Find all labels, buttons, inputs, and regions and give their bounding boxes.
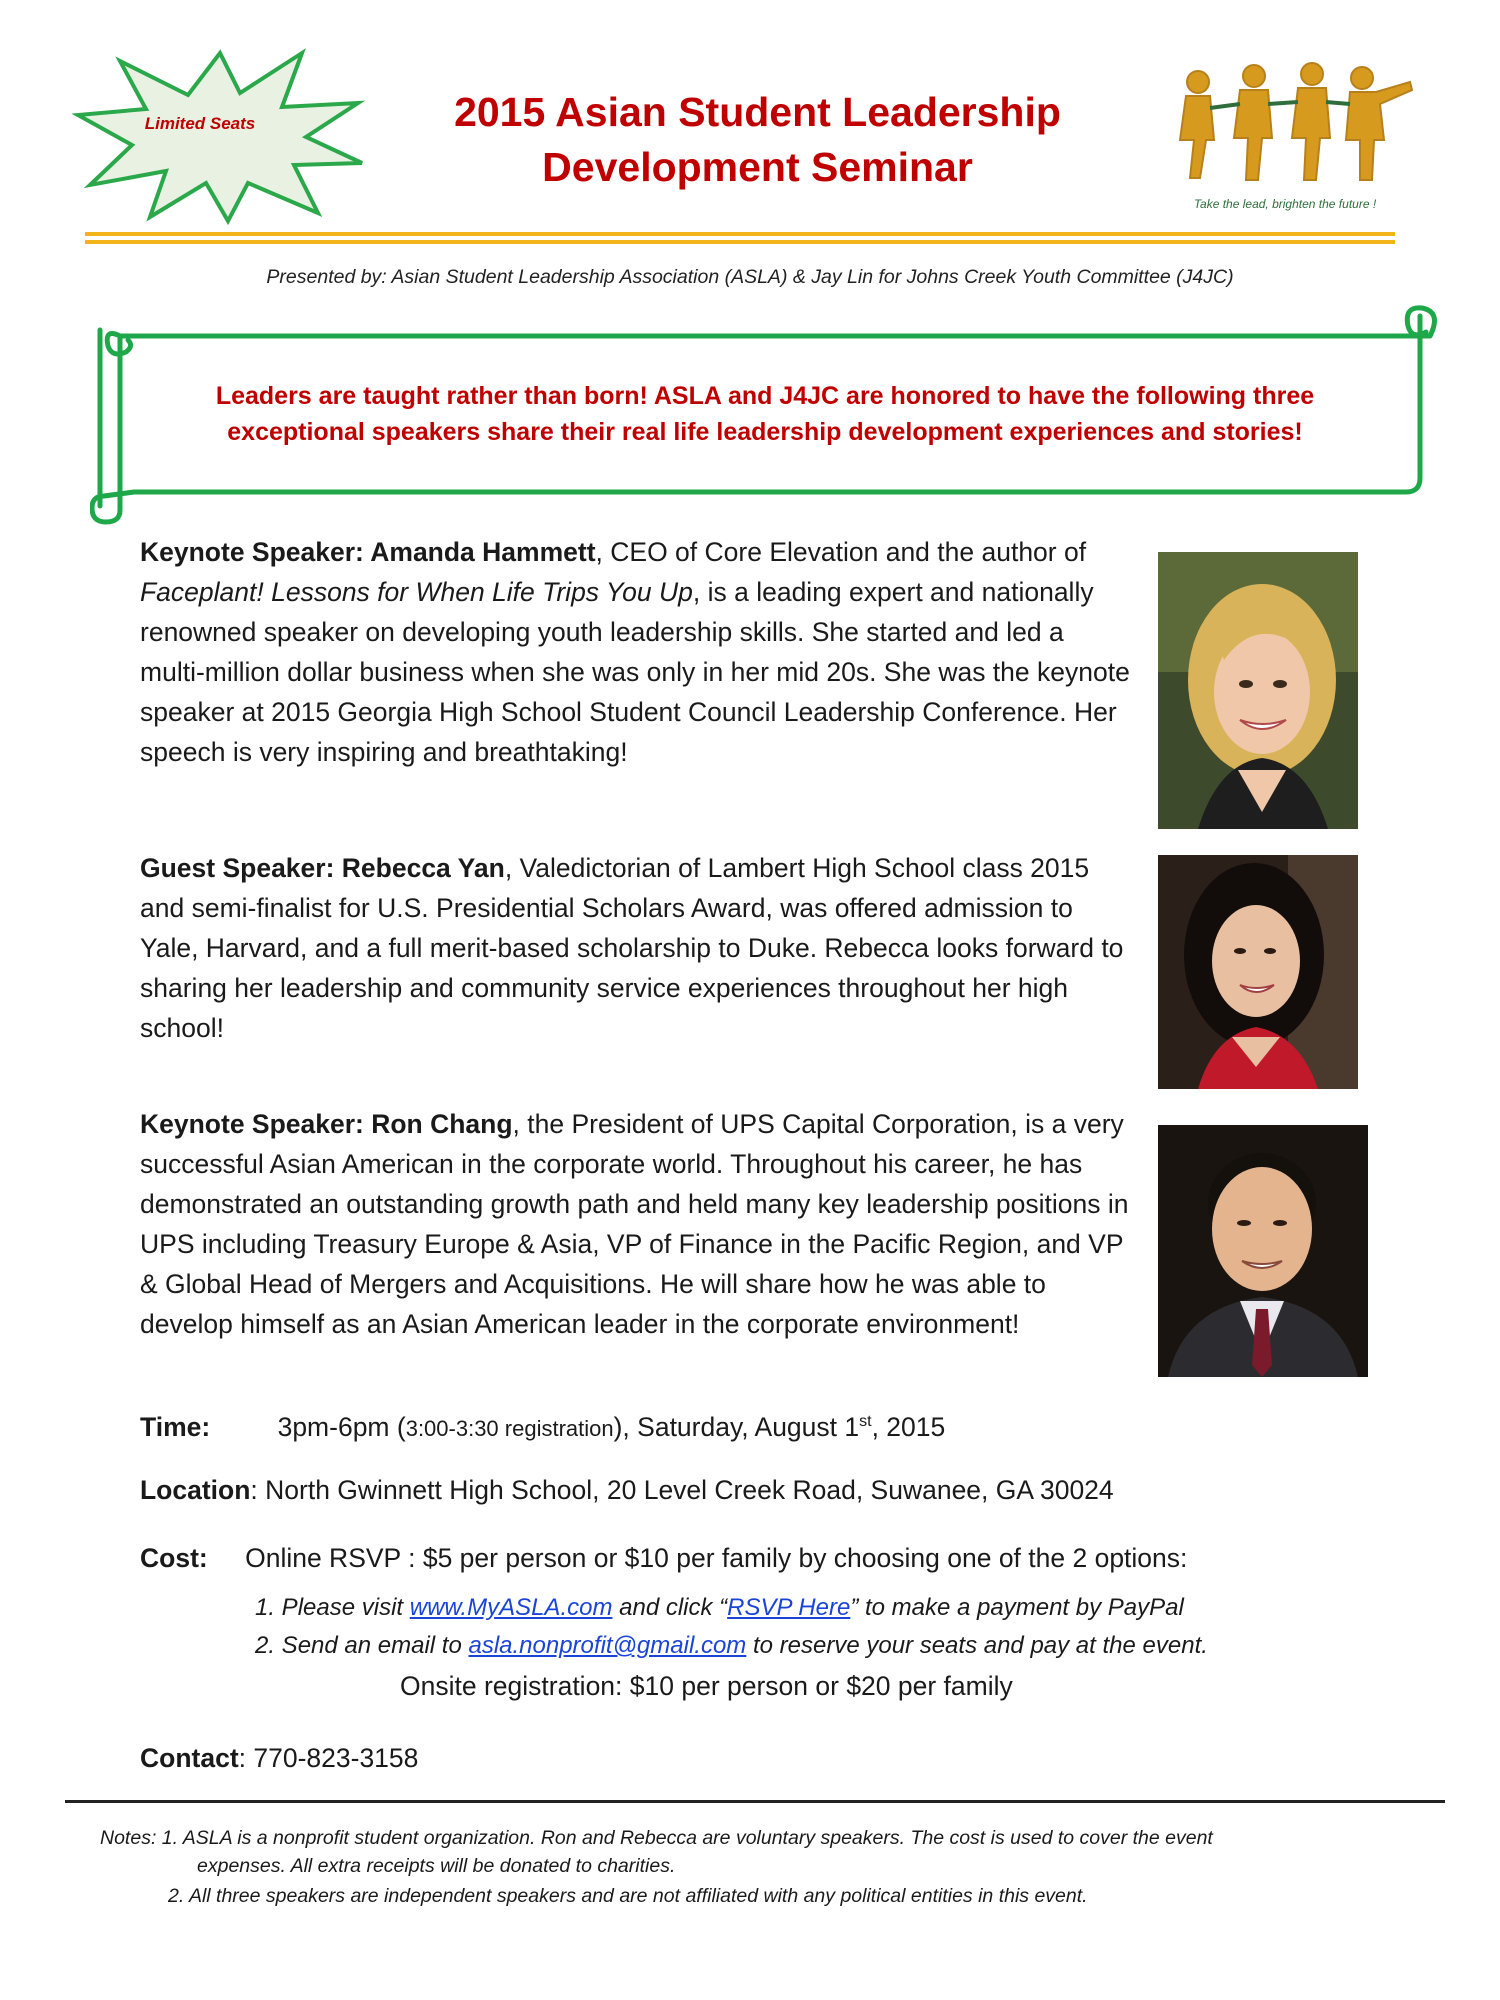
presented-by: Presented by: Asian Student Leadership Association (ASLA) & Jay Lin for Johns Creek Youth Committee (J4JC) <box>266 266 1234 288</box>
notes-line-1: Notes: 1. ASLA is a nonprofit student organization. Ron and Rebecca are voluntary speakers. The cost is used to cover the event <box>100 1827 1213 1849</box>
header-rule-top <box>85 232 1395 236</box>
logo-tagline: Take the lead, brighten the future ! <box>1193 197 1377 211</box>
speaker-bio-amanda: Keynote Speaker: Amanda Hammett, CEO of Core Elevation and the author of Faceplant! Lessons for When Life Trips You Up, is a leading expert and nationally renowned speaker on developing youth leadership skills. She started and led a multi-million dollar business when she was only in her mid 20s. She was the keynote speaker at 2015 Georgia High School Student Council Leadership Conference. Her speech is very inspiring and breathtaking! <box>140 537 1130 767</box>
banner-message: Leaders are taught rather than born! ASLA and J4JC are honored to have the following three exceptional speakers share their real life leadership development experiences and stories! <box>215 382 1315 446</box>
rsvp-option-2: 2. Send an email to asla.nonprofit@gmail.com to reserve your seats and pay at the event. <box>255 1632 1208 1659</box>
cost-label: Cost: <box>140 1543 208 1573</box>
page-title <box>400 85 1115 195</box>
book-title: Faceplant! Lessons for When Life Trips You Up <box>140 577 693 607</box>
rsvp-option-1: 1. Please visit www.MyASLA.com and click “RSVP Here” to make a payment by PayPal <box>255 1594 1184 1621</box>
speaker-bio-ron: Keynote Speaker: Ron Chang, the President of UPS Capital Corporation, is a very successful Asian American in the corporate world. Throughout his career, he has demonstrated an outstanding growth path and held many key leadership positions in UPS including Treasury Europe & Asia, VP of Finance in the Pacific Region, and VP & Global Head of Mergers and Acquisitions. He will share how he was able to develop himself as an Asian American leader in the corporate environment! <box>140 1109 1129 1339</box>
speaker-bio-rebecca: Guest Speaker: Rebecca Yan, Valedictorian of Lambert High School class 2015 and semi-finalist for U.S. Presidential Scholars Award, was offered admission to Yale, Harvard, and a full merit-based scholarship to Duke. Rebecca looks forward to sharing her leadership and community service experiences throughout her high school! <box>140 853 1124 1043</box>
email-link[interactable]: asla.nonprofit@gmail.com <box>468 1632 747 1659</box>
speaker-photo-ron <box>1158 1125 1368 1377</box>
speaker-role: Keynote Speaker: Ron Chang <box>140 1109 513 1139</box>
event-cost: Cost: Online RSVP : $5 per person or $10 per family by choosing one of the 2 options: <box>140 1543 1188 1573</box>
header-rule-bottom <box>85 240 1395 244</box>
event-time: Time: 3pm-6pm (3:00-3:30 registration), Saturday, August 1st, 2015 <box>140 1411 946 1442</box>
event-location: Location: North Gwinnett High School, 20 Level Creek Road, Suwanee, GA 30024 <box>140 1475 1114 1505</box>
title-line-2: Development Seminar <box>542 144 973 190</box>
limited-seats-label: Limited Seats <box>144 114 256 133</box>
time-label: Time: <box>140 1411 211 1442</box>
speaker-photo-amanda <box>1158 552 1358 829</box>
notes-divider <box>65 1800 1445 1803</box>
myasla-link[interactable]: www.MyASLA.com <box>409 1594 613 1621</box>
contact-label: Contact <box>140 1743 239 1773</box>
notes-line-2: expenses. All extra receipts will be donated to charities. <box>197 1855 676 1877</box>
event-contact <box>140 1738 418 1778</box>
title-line-1: 2015 Asian Student Leadership <box>454 89 1061 135</box>
onsite-registration: Onsite registration: $10 per person or $20 per family <box>400 1671 1013 1701</box>
asla-logo <box>1170 60 1420 195</box>
notes-line-3: 2. All three speakers are independent speakers and are not affiliated with any political entities in this event. <box>168 1885 1088 1907</box>
location-label: Location <box>140 1475 251 1505</box>
speaker-role: Keynote Speaker: Amanda Hammett <box>140 537 596 567</box>
contact-phone: : 770-823-3158 <box>238 1743 419 1773</box>
speaker-role: Guest Speaker: Rebecca Yan <box>140 853 505 883</box>
rsvp-here-link[interactable]: RSVP Here <box>727 1594 851 1621</box>
speaker-photo-rebecca <box>1158 855 1358 1089</box>
